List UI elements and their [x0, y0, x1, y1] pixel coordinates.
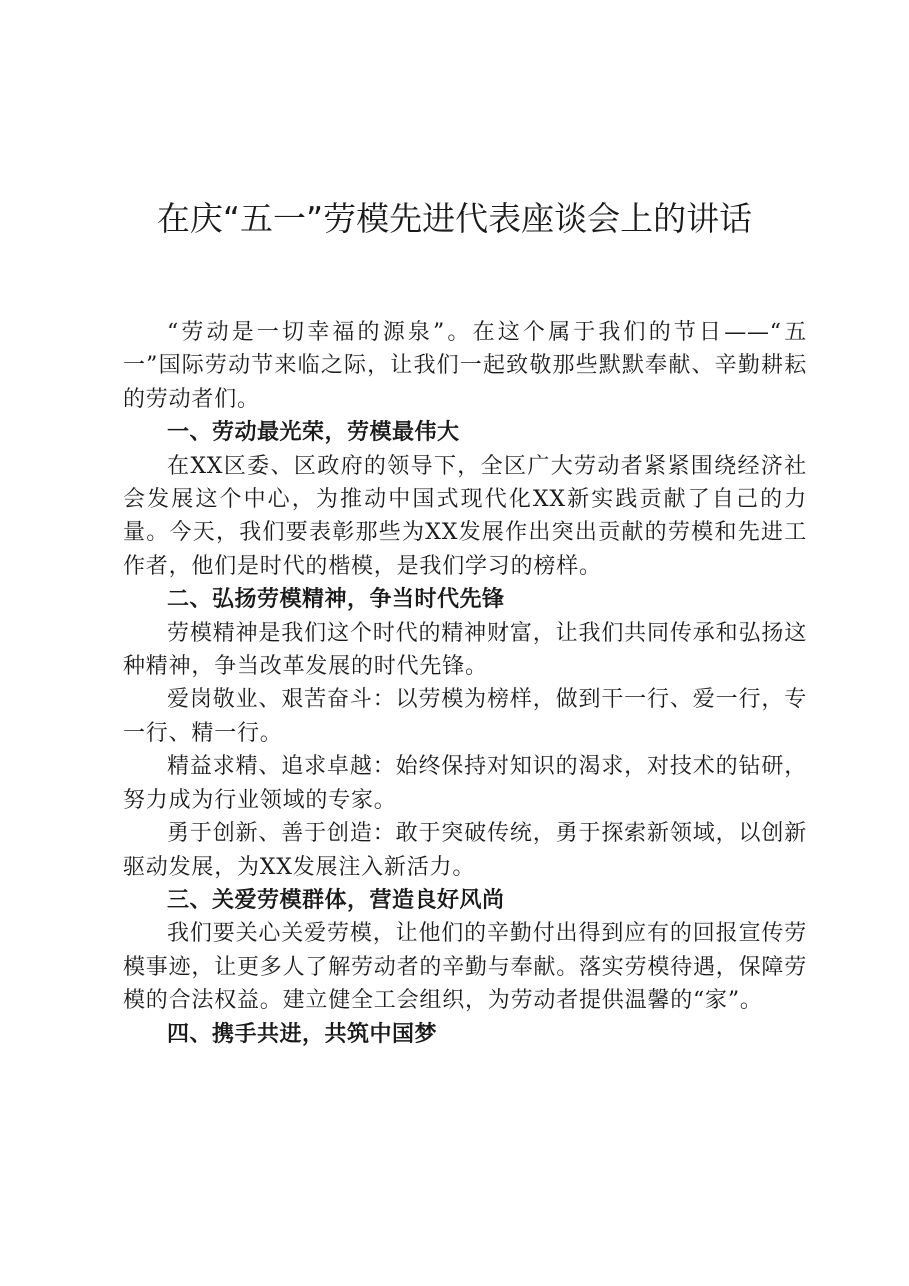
section-heading-3: 三、关爱劳模群体，营造良好风尚	[167, 887, 505, 913]
section-1-paragraph-1: 在XX区委、区政府的领导下，全区广大劳动者紧紧围绕经济社会发展这个中心，为推动中国式现代化XX新实践贡献了自己的力量。今天，我们要表彰那些为XX发展作出突出贡献的劳模和先进工作者，他们是时代的楷模，是我们学习的榜样。	[123, 453, 807, 579]
document-title: 在庆“五一”劳模先进代表座谈会上的讲话	[156, 199, 753, 238]
section-2-paragraph-3: 精益求精、追求卓越：始终保持对知识的渴求，对技术的钻研，努力成为行业领域的专家。	[123, 754, 807, 813]
section-2-paragraph-1: 劳模精神是我们这个时代的精神财富，让我们共同传承和弘扬这种精神，争当改革发展的时代先锋。	[123, 620, 807, 680]
section-heading-1: 一、劳动最光荣，劳模最伟大	[167, 420, 460, 446]
section-heading-2: 二、弘扬劳模精神，争当时代先锋	[167, 587, 505, 613]
document-body	[123, 316, 807, 1051]
section-heading-4: 四、携手共进，共筑中国梦	[167, 1021, 438, 1047]
section-2-paragraph-2: 爱岗敬业、艰苦奋斗：以劳模为榜样，做到干一行、爱一行，专一行、精一行。	[123, 687, 807, 746]
section-3-paragraph-1: 我们要关心关爱劳模，让他们的辛勤付出得到应有的回报宣传劳模事迹，让更多人了解劳动者的辛勤与奉献。落实劳模待遇，保障劳模的合法权益。建立健全工会组织，为劳动者提供温馨的“家”。	[123, 921, 808, 1014]
section-2-paragraph-4: 勇于创新、善于创造：敢于突破传统，勇于探索新领域，以创新驱动发展，为XX发展注入新活力。	[123, 821, 807, 880]
intro-paragraph: “劳动是一切幸福的源泉”。在这个属于我们的节日——“五一”国际劳动节来临之际，让我们一起致敬那些默默奉献、辛勤耕耘的劳动者们。	[123, 320, 807, 412]
